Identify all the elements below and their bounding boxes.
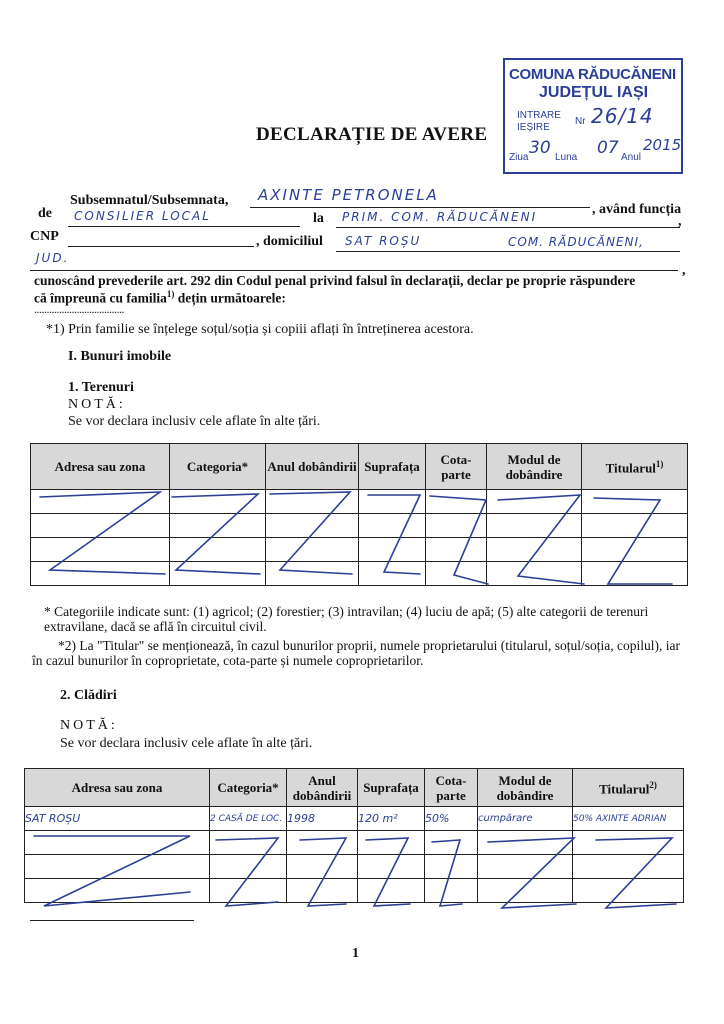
table-row [25,831,684,855]
subsemnatul-label: Subsemnatul/Subsemnata, [70,193,229,208]
stamp-anul-value: 2015 [643,136,682,154]
col-cota: Cota-parte [426,444,487,490]
col-adresa: Adresa sau zona [25,769,210,807]
stamp-anul-label: Anul [621,152,642,163]
domiciliul-label: , domiciliul [256,234,323,249]
domiciliu-value-3: JUD. [36,251,70,265]
page-number: 1 [352,946,359,961]
name-value: AXINTE PETRONELA [258,186,439,204]
cell-categoria: 2 CASĂ DE LOC. [210,807,287,831]
terenuri-table [30,443,688,586]
col-anul: Anul dobândirii [266,444,359,490]
col-suprafata: Suprafața [358,769,425,807]
stamp-iesire: IEȘIRE [517,122,550,133]
dots-line: .................................... [34,302,124,316]
stamp-nr-label: Nr [575,116,586,127]
footnote-family: *1) Prin familie se înțelege soțul/soția și copiii aflați în întreținerea acestora. [46,322,474,337]
col-cota: Cota-parte [425,769,478,807]
stamp-county: JUDEȚUL IAȘI [539,84,649,101]
stamp-ziua-value: 30 [529,138,551,158]
section-terenuri: 1. Terenuri [68,380,134,395]
col-titular: Titularul$^{1)}$ [582,444,688,490]
footnote-categorii: * Categoriile indicate sunt: (1) agricol; (2) forestier; (3) intravilan; (4) luciu de apă; (5) alte categorii de terenuri extravilane, dacă se află în circuitul civil. [44,604,649,634]
intro-line-2: că împreună cu familia$^{1)}$ dețin următoarele: [34,289,286,306]
comma: , [678,214,682,229]
nota-label-1: NOTĂ: [68,397,126,412]
col-modul: Modul de dobândire [487,444,582,490]
cnp-label: CNP [30,229,59,244]
stamp-commune: COMUNA RĂDUCĂNENI [509,66,676,83]
cell-suprafata: 120 m² [358,807,425,831]
de-label: de [38,206,52,221]
section-cladiri: 2. Clădiri [60,688,117,703]
comma-2: , [682,263,686,278]
cell-cota: 50% [425,807,478,831]
section-bunuri-imobile: I. Bunuri imobile [68,349,172,364]
stamp-luna-label: Luna [555,152,578,163]
nota-text-2: Se vor declara inclusiv cele aflate în alte țări. [60,736,313,751]
registration-stamp [503,58,683,174]
domiciliu-value-2: COM. RĂDUCĂNENI, [508,235,644,249]
col-titular: Titularul$^{2)}$ [573,769,684,807]
col-suprafata: Suprafața [359,444,426,490]
stamp-nr-value: 26/14 [591,104,654,128]
cladiri-table [24,768,684,903]
functia-label: , având funcția [592,202,682,217]
table-row [31,490,688,514]
cell-anul: 1998 [287,807,358,831]
col-adresa: Adresa sau zona [31,444,170,490]
col-categoria: Categoria* [210,769,287,807]
table-row [31,538,688,562]
col-categoria: Categoria* [170,444,266,490]
footnote-titular: *2) La "Titular" se menționează, în cazul bunurilor proprii, numele proprietarului (titularul, soțul/soția, copilul), iar în cazul bunurilor în coproprietate, cota-parte și numele coproprietarilor. [32,638,680,668]
cell-adresa: SAT ROȘU [25,807,210,831]
table-row [25,855,684,879]
table-row [25,807,684,831]
nota-label-2: NOTĂ: [60,718,118,733]
document-title: DECLARAȚIE DE AVERE [256,124,488,145]
stamp-ziua-label: Ziua [509,152,529,163]
la-value: PRIM. COM. RĂDUCĂNENI [342,210,538,224]
col-anul: Anul dobândirii [287,769,358,807]
la-label: la [313,211,324,226]
stamp-luna-value: 07 [597,138,619,158]
cell-titular: 50% AXINTE ADRIAN [573,807,684,831]
stamp-intrare: INTRARE [517,110,561,121]
intro-line-1: cunoscând prevederile art. 292 din Codul penal privind falsul în declarații, declar pe proprie răspundere [34,273,636,288]
nota-text-1: Se vor declara inclusiv cele aflate în alte țări. [68,414,321,429]
table-row [31,514,688,538]
domiciliu-value-1: SAT ROȘU [345,234,422,248]
functia-value: CONSILIER LOCAL [74,209,211,223]
cell-modul: cumpărare [478,807,573,831]
table-row [25,879,684,903]
col-modul: Modul de dobândire [478,769,573,807]
table-row [31,562,688,586]
